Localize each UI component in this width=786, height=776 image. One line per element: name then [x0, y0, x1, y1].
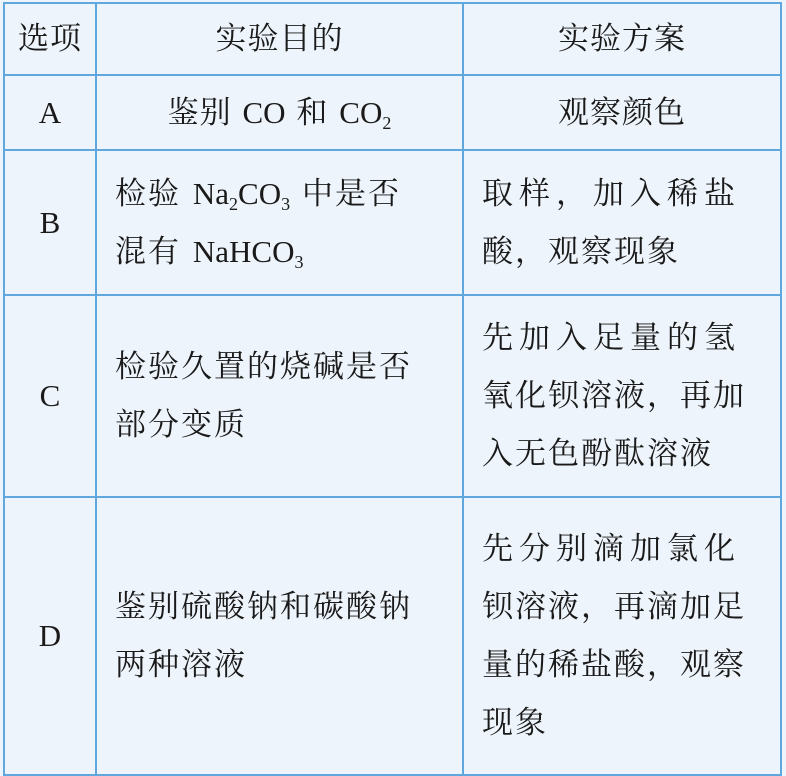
header-plan	[463, 3, 781, 75]
purpose-cell-a	[96, 75, 463, 150]
purpose-line-1: 鉴别硫酸钠和碳酸钠	[115, 589, 412, 625]
table-row	[4, 75, 781, 150]
formula-na2co3-subscript-2: 2	[229, 193, 239, 214]
purpose-text-prefix: 鉴别	[167, 94, 243, 131]
plan-line-1: 先分别滴加氯化	[482, 531, 741, 567]
plan-cell-c	[463, 295, 781, 497]
formula-nahco3-base: NaHCO	[192, 233, 295, 269]
header-option	[4, 3, 96, 75]
purpose-text-mid: 中是否	[290, 175, 401, 212]
purpose-cell-d	[96, 497, 463, 775]
option-label: B	[39, 204, 61, 240]
option-label: D	[38, 618, 62, 653]
formula-na2co3	[192, 175, 291, 214]
table-row	[4, 295, 781, 497]
purpose-line-2: 两种溶液	[115, 647, 247, 683]
formula-na2co3-na: Na	[192, 175, 230, 211]
purpose-text-mid: 和	[285, 94, 340, 131]
plan-cell-a	[463, 75, 781, 150]
purpose-line-1	[115, 165, 452, 223]
purpose-line-2	[115, 223, 452, 281]
plan-text: 观察颜色	[558, 94, 686, 131]
table-header-row	[4, 3, 781, 75]
option-label: C	[39, 378, 61, 413]
table-row	[4, 150, 781, 295]
option-cell-d	[4, 497, 96, 775]
formula-co: CO	[242, 94, 286, 130]
plan-cell-b	[463, 150, 781, 295]
plan-line-4: 现象	[482, 705, 548, 741]
plan-line-2: 氧化钡溶液，再加	[482, 378, 746, 414]
option-label: A	[38, 94, 62, 130]
purpose-text-prefix-2: 混有	[115, 233, 193, 270]
option-cell-a	[4, 75, 96, 150]
purpose-cell-b	[96, 150, 463, 295]
plan-line-1: 取样，加入稀盐	[482, 175, 741, 212]
experiment-table	[3, 2, 782, 776]
formula-nahco3	[192, 233, 304, 272]
header-option-label: 选项	[18, 21, 82, 57]
plan-line-2: 酸，观察现象	[482, 233, 680, 270]
formula-co2-base: CO	[339, 94, 383, 130]
header-purpose-label: 实验目的	[215, 21, 344, 57]
header-plan-label: 实验方案	[558, 21, 686, 57]
plan-line-1: 先加入足量的氢	[482, 320, 741, 356]
formula-co2	[339, 94, 392, 133]
purpose-cell-c	[96, 295, 463, 497]
purpose-line-1: 检验久置的烧碱是否	[115, 349, 412, 385]
formula-na2co3-co: CO	[238, 175, 282, 211]
plan-line-3: 量的稀盐酸，观察	[482, 647, 746, 683]
purpose-line-2: 部分变质	[115, 407, 247, 443]
table-row	[4, 497, 781, 775]
formula-nahco3-subscript: 3	[294, 251, 304, 272]
plan-line-2: 钡溶液，再滴加足	[482, 589, 746, 625]
plan-cell-d	[463, 497, 781, 775]
formula-na2co3-subscript-3: 3	[281, 193, 291, 214]
header-purpose	[96, 3, 463, 75]
option-cell-b	[4, 150, 96, 295]
plan-line-3: 入无色酚酞溶液	[482, 436, 713, 472]
purpose-text-prefix: 检验	[115, 175, 193, 212]
option-cell-c	[4, 295, 96, 497]
formula-co2-subscript: 2	[382, 112, 392, 133]
